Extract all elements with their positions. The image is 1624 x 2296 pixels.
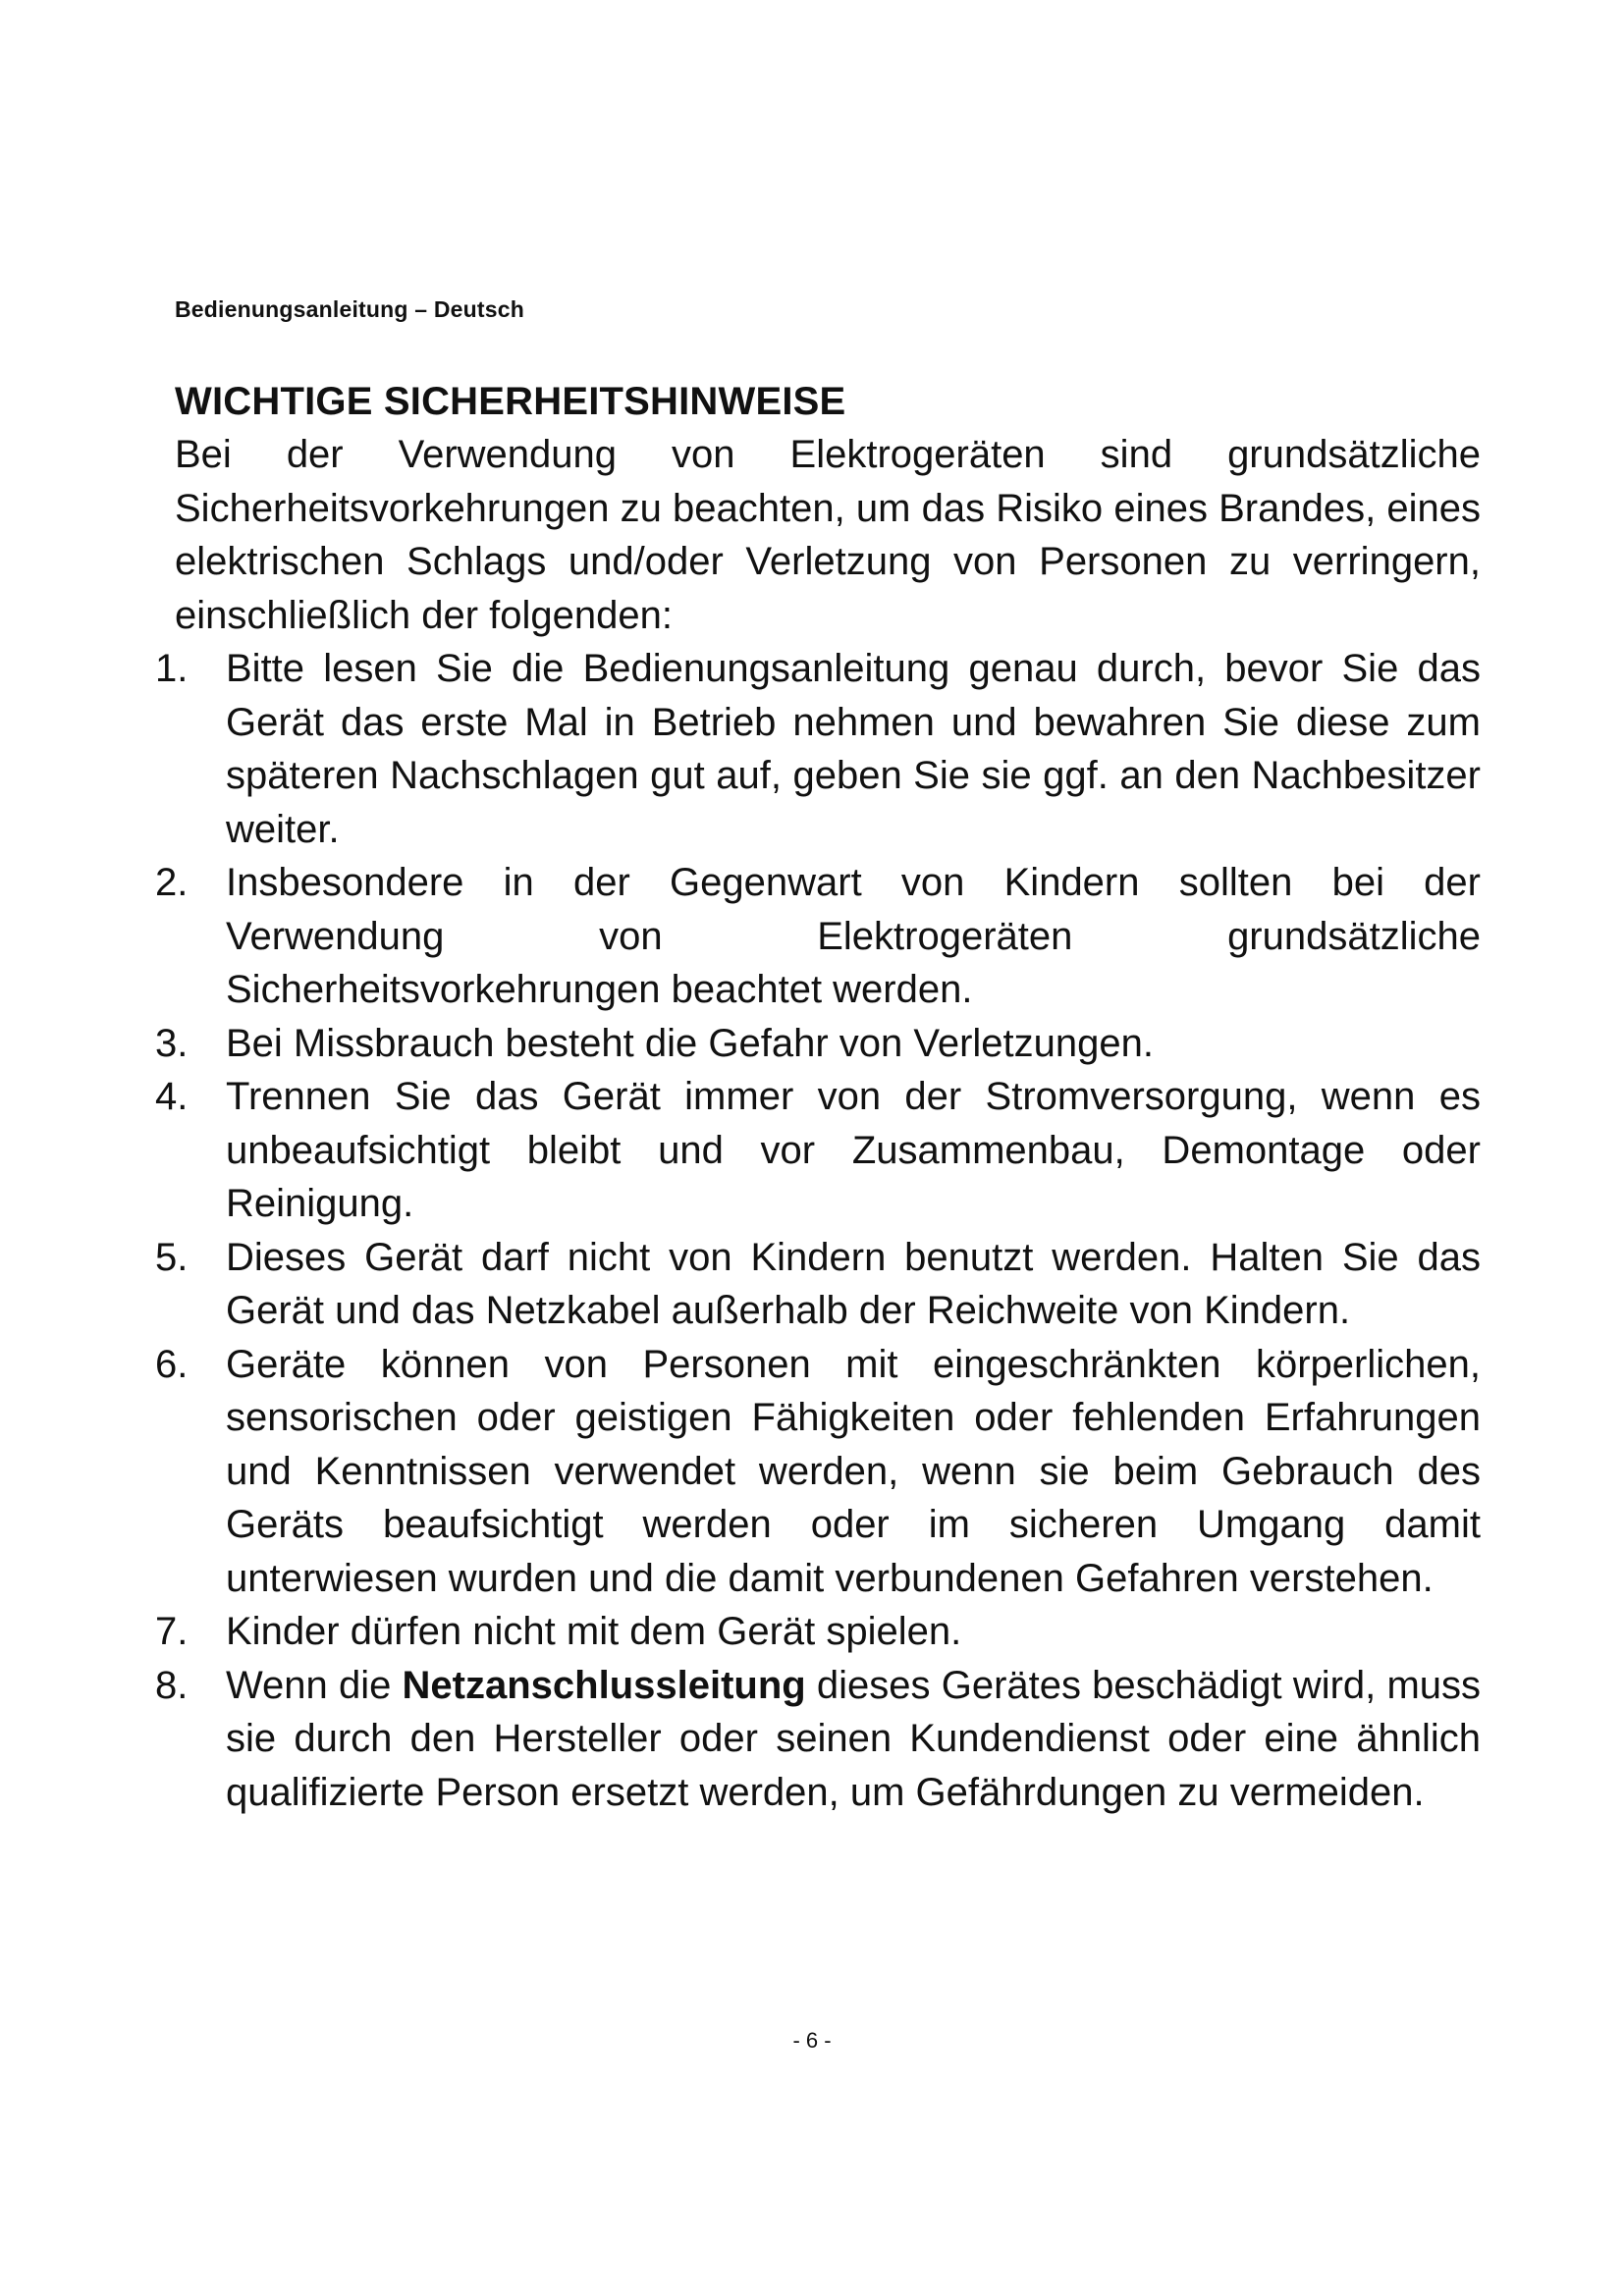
running-header: Bedienungsanleitung – Deutsch	[175, 296, 524, 322]
list-item-text: Insbesondere in der Gegenwart von Kindern sollten bei der Verwendung von Elektrogeräten grundsätzliche Sicherheitsvorkehrungen beachtet werden.	[226, 861, 1481, 1011]
list-item-number: 7.	[155, 1610, 189, 1653]
safety-section	[155, 375, 1482, 1819]
list-item-number: 4.	[155, 1075, 189, 1118]
list-item-number: 3.	[155, 1021, 189, 1065]
list-item	[155, 642, 1481, 856]
list-item	[155, 1231, 1481, 1338]
list-item-text: Bei Missbrauch besteht die Gefahr von Verletzungen.	[226, 1021, 1154, 1065]
section-intro: Bei der Verwendung von Elektrogeräten sind grundsätzliche Sicherheitsvorkehrungen zu beachten, um das Risiko eines Brandes, eines elektrischen Schlags und/oder Verletzung von Personen zu verringern, einschließlich der folgenden:	[175, 433, 1481, 637]
list-item	[155, 856, 1481, 1017]
list-item	[155, 1605, 1481, 1659]
list-item-number: 2.	[155, 861, 189, 904]
list-item-number: 1.	[155, 647, 189, 690]
list-item	[155, 1070, 1481, 1231]
section-title: WICHTIGE SICHERHEITSHINWEISE	[175, 380, 846, 423]
list-item-text-start: Wenn die	[226, 1663, 392, 1707]
list-item-text-end: dieses Gerätes beschädigt wird, muss sie durch den Hersteller oder seinen Kundendienst oder eine ähnlich qualifizierte Person ersetzt werden, um Gefährdungen zu vermeiden.	[226, 1663, 1482, 1814]
list-item-number: 5.	[155, 1235, 189, 1279]
list-item-number: 8.	[155, 1663, 189, 1707]
list-item-text	[226, 1659, 1481, 1820]
list-item-text: Bitte lesen Sie die Bedienungsanleitung genau durch, bevor Sie das Gerät das erste Mal in Betrieb nehmen und bewahren Sie diese zum späteren Nachschlagen gut auf, geben Sie sie ggf. an den Nachbesitzer weiter.	[226, 647, 1481, 851]
emphasized-term: Netzanschlussleitung	[402, 1663, 806, 1707]
list-item-text: Geräte können von Personen mit eingeschränkten körperlichen, sensorischen oder geistigen Fähigkeiten oder fehlenden Erfahrungen und Kenntnissen verwendet werden, wenn sie beim Gebrauch des Geräts beaufsichtigt werden oder im sicheren Umgang damit unterwiesen wurden und die damit verbundenen Gefahren verstehen.	[226, 1342, 1481, 1600]
list-item-text: Trennen Sie das Gerät immer von der Stromversorgung, wenn es unbeaufsichtigt bleibt und vor Zusammenbau, Demontage oder Reinigung.	[226, 1075, 1481, 1225]
list-item-number: 6.	[155, 1342, 189, 1386]
list-item	[155, 1659, 1481, 1820]
list-item-text: Dieses Gerät darf nicht von Kindern benutzt werden. Halten Sie das Gerät und das Netzkabel außerhalb der Reichweite von Kindern.	[226, 1235, 1481, 1332]
list-item	[155, 1338, 1481, 1606]
safety-instructions-list	[155, 642, 1481, 1819]
page-number: - 6 -	[792, 2028, 832, 2053]
list-item	[155, 1017, 1481, 1071]
list-item-text: Kinder dürfen nicht mit dem Gerät spielen.	[226, 1610, 962, 1653]
